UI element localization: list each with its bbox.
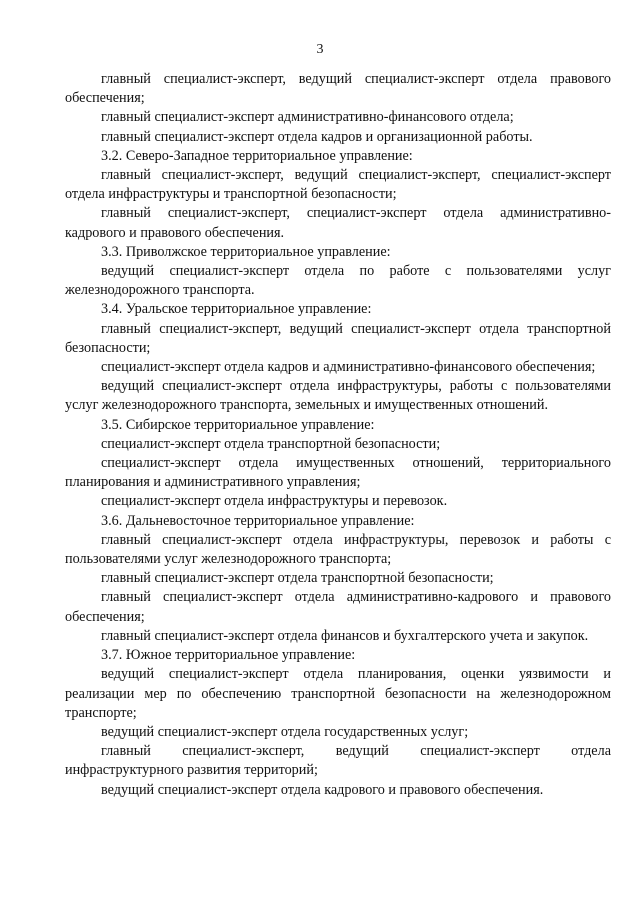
paragraph: главный специалист-эксперт административно-финансового отдела; bbox=[101, 109, 514, 126]
section-heading: 3.3. Приволжское территориальное управление: bbox=[101, 243, 391, 260]
paragraph: главный специалист-эксперт, специалист-эксперт отдела административно-кадрового и правового обеспечения. bbox=[65, 205, 611, 241]
section-heading: 3.2. Северо-Западное территориальное управление: bbox=[101, 147, 413, 164]
paragraph: ведущий специалист-эксперт отдела кадрового и правового обеспечения. bbox=[101, 781, 544, 798]
paragraph: главный специалист-эксперт, ведущий специалист-эксперт, специалист-эксперт отдела инфраструктуры и транспортной безопасности; bbox=[65, 167, 611, 203]
section-heading: 3.4. Уральское территориальное управление: bbox=[101, 301, 372, 318]
paragraph: специалист-эксперт отдела кадров и административно-финансового обеспечения; bbox=[101, 359, 596, 376]
paragraph: главный специалист-эксперт отдела административно-кадрового и правового обеспечения; bbox=[65, 589, 611, 625]
paragraph: специалист-эксперт отдела имущественных отношений, территориального планирования и административного управления; bbox=[65, 455, 611, 491]
section-heading: 3.6. Дальневосточное территориальное управление: bbox=[101, 512, 415, 529]
paragraph: главный специалист-эксперт отдела транспортной безопасности; bbox=[101, 570, 494, 587]
paragraph: ведущий специалист-эксперт отдела инфраструктуры, работы с пользователями услуг железнодорожного транспорта, земельных и имущественных отношений. bbox=[65, 378, 611, 414]
paragraph: специалист-эксперт отдела транспортной безопасности; bbox=[101, 435, 441, 452]
section-heading: 3.7. Южное территориальное управление: bbox=[101, 647, 356, 664]
paragraph: ведущий специалист-эксперт отдела планирования, оценки уязвимости и реализации мер по обеспечению транспортной безопасности на железнодорожном транспорте; bbox=[65, 666, 611, 721]
paragraph: главный специалист-эксперт отдела инфраструктуры, перевозок и работы с пользователями услуг железнодорожного транспорта; bbox=[65, 531, 611, 568]
paragraph: главный специалист-эксперт, ведущий специалист-эксперт отдела инфраструктурного развития территорий; bbox=[65, 743, 611, 779]
paragraph: главный специалист-эксперт, ведущий специалист-эксперт отдела транспортной безопасности; bbox=[65, 320, 611, 356]
paragraph: специалист-эксперт отдела инфраструктуры и перевозок. bbox=[101, 493, 448, 510]
page-number: 3 bbox=[316, 42, 324, 57]
paragraph: главный специалист-эксперт отдела финансов и бухгалтерского учета и закупок. bbox=[101, 627, 589, 644]
document-body bbox=[65, 70, 611, 800]
paragraph: главный специалист-эксперт, ведущий специалист-эксперт отдела правового обеспечения; bbox=[65, 71, 611, 107]
paragraph: ведущий специалист-эксперт отдела по работе с пользователями услуг железнодорожного транспорта. bbox=[65, 263, 611, 299]
paragraph: главный специалист-эксперт отдела кадров и организационной работы. bbox=[101, 128, 533, 145]
paragraph: ведущий специалист-эксперт отдела государственных услуг; bbox=[101, 723, 469, 740]
section-heading: 3.5. Сибирское территориальное управление: bbox=[101, 416, 375, 433]
